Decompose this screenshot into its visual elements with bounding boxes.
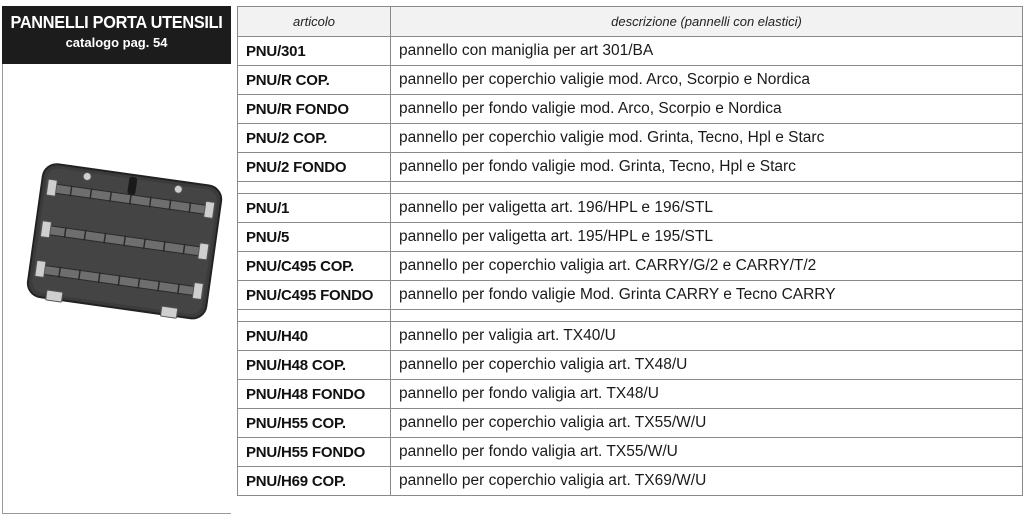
table-row <box>238 153 1023 182</box>
article-description: pannello per fondo valigie mod. Arco, Scorpio e Nordica <box>391 95 1023 124</box>
table-header-row <box>238 7 1023 37</box>
table-row <box>238 66 1023 95</box>
article-description: pannello per fondo valigia art. TX55/W/U <box>391 438 1023 467</box>
table-row <box>238 351 1023 380</box>
article-description: pannello per fondo valigia art. TX48/U <box>391 380 1023 409</box>
article-code: PNU/H48 COP. <box>238 351 391 380</box>
article-code: PNU/R FONDO <box>238 95 391 124</box>
article-code: PNU/H55 COP. <box>238 409 391 438</box>
tool-panel-photo <box>20 160 225 330</box>
table-row <box>238 322 1023 351</box>
table-row <box>238 409 1023 438</box>
article-description: pannello per valigia art. TX40/U <box>391 322 1023 351</box>
table-row <box>238 252 1023 281</box>
article-code: PNU/R COP. <box>238 66 391 95</box>
catalog-title: PANNELLI PORTA UTENSILI <box>10 12 223 32</box>
table-row <box>238 194 1023 223</box>
article-code: PNU/301 <box>238 37 391 66</box>
article-code: PNU/C495 COP. <box>238 252 391 281</box>
table-row <box>238 281 1023 310</box>
article-description: pannello per coperchio valigie mod. Grinta, Tecno, Hpl e Starc <box>391 124 1023 153</box>
article-description: pannello per fondo valigie Mod. Grinta CARRY e Tecno CARRY <box>391 281 1023 310</box>
article-description: pannello con maniglia per art 301/BA <box>391 37 1023 66</box>
article-code: PNU/1 <box>238 194 391 223</box>
article-code: PNU/H40 <box>238 322 391 351</box>
table-row <box>238 438 1023 467</box>
group-separator <box>238 182 1023 194</box>
article-description: pannello per valigetta art. 195/HPL e 195/STL <box>391 223 1023 252</box>
article-table <box>237 6 1023 496</box>
table-row <box>238 124 1023 153</box>
article-code: PNU/5 <box>238 223 391 252</box>
column-header-description: descrizione (pannelli con elastici) <box>391 7 1023 37</box>
article-description: pannello per coperchio valigia art. TX69/W/U <box>391 467 1023 496</box>
article-code: PNU/C495 FONDO <box>238 281 391 310</box>
group-separator <box>238 310 1023 322</box>
article-code: PNU/H48 FONDO <box>238 380 391 409</box>
article-description: pannello per coperchio valigie mod. Arco, Scorpio e Nordica <box>391 66 1023 95</box>
table-row <box>238 95 1023 124</box>
table-row <box>238 37 1023 66</box>
table-row <box>238 223 1023 252</box>
article-description: pannello per fondo valigie mod. Grinta, Tecno, Hpl e Starc <box>391 153 1023 182</box>
article-code: PNU/H69 COP. <box>238 467 391 496</box>
catalog-header <box>2 6 231 64</box>
catalog-page-ref: catalogo pag. 54 <box>65 35 168 50</box>
article-description: pannello per coperchio valigia art. CARRY/G/2 e CARRY/T/2 <box>391 252 1023 281</box>
article-description: pannello per valigetta art. 196/HPL e 196/STL <box>391 194 1023 223</box>
article-description: pannello per coperchio valigia art. TX55/W/U <box>391 409 1023 438</box>
column-header-article: articolo <box>238 7 391 37</box>
article-code: PNU/2 FONDO <box>238 153 391 182</box>
article-description: pannello per coperchio valigia art. TX48/U <box>391 351 1023 380</box>
table-row <box>238 467 1023 496</box>
article-code: PNU/H55 FONDO <box>238 438 391 467</box>
table-row <box>238 380 1023 409</box>
article-code: PNU/2 COP. <box>238 124 391 153</box>
